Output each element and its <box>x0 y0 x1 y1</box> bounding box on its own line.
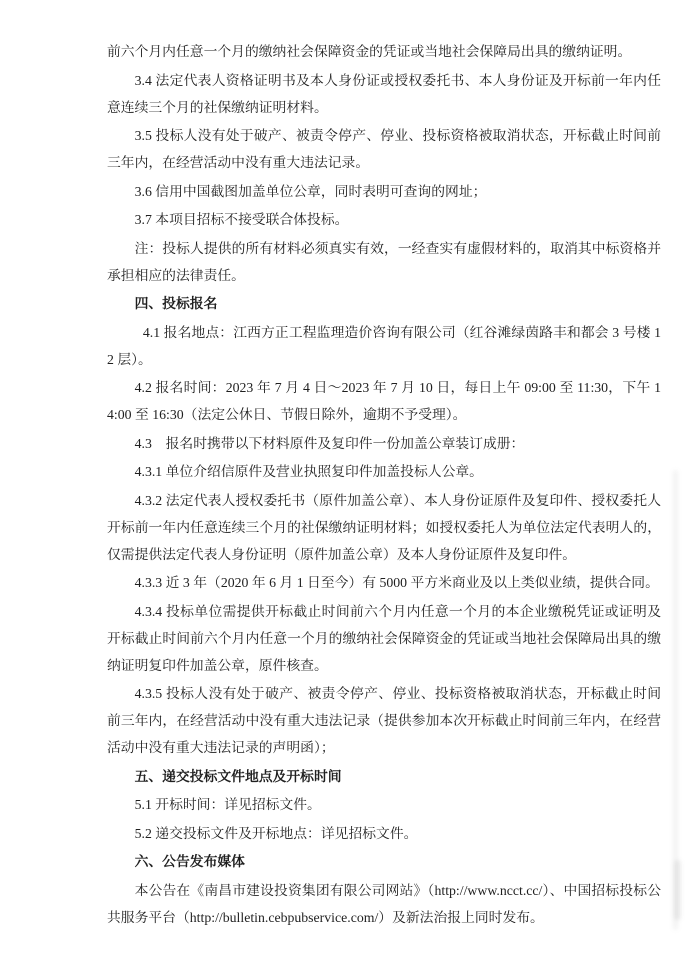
para-4-1-registration-address: 4.1 报名地点：江西方正工程监理造价咨询有限公司（红谷滩绿茵路丰和都会 3 号楼 12 层）。 <box>107 324 661 367</box>
para-5-2-submission-place: 5.2 递交投标文件及开标地点：详见招标文件。 <box>134 825 418 841</box>
para-4-3-4: 4.3.4 投标单位需提供开标截止时间前六个月内任意一个月的本企业缴税凭证或证明及开标截止时间前六个月内任意一个月的缴纳社会保障资金的凭证或当地社会保障局出具的缴纳证明复印件加盖公章，原件核查。 <box>107 603 661 673</box>
para-continuation-social-security: 前六个月内任意一个月的缴纳社会保障资金的凭证或当地社会保障局出具的缴纳证明。 <box>107 44 632 59</box>
heading-section-6-announcement-media: 六、公告发布媒体 <box>134 854 245 869</box>
heading-section-4-bid-registration: 四、投标报名 <box>134 296 218 311</box>
document-body <box>107 38 661 932</box>
para-5-1-opening-time: 5.1 开标时间：详见招标文件。 <box>134 797 321 812</box>
para-3-6: 3.6 信用中国截图加盖单位公章，同时表明可查询的网址； <box>134 183 487 199</box>
para-4-3-1: 4.3.1 单位介绍信原件及营业执照复印件加盖投标人公章。 <box>134 464 483 479</box>
para-3-7: 3.7 本项目招标不接受联合体投标。 <box>134 212 349 227</box>
para-announcement-media: 本公告在《南昌市建设投资集团有限公司网站》（http://www.ncct.cc/）、中国招标投标公共服务平台（http://bulletin.cebpubservice.com/）及新法治报上同时发布。 <box>107 882 661 925</box>
para-4-3-materials: 4.3 报名时携带以下材料原件及复印件一份加盖公章装订成册： <box>134 435 525 451</box>
para-4-2-registration-time: 4.2 报名时间：2023 年 7 月 4 日～2023 年 7 月 10 日，每日上午 09:00 至 11:30，下午 14:00 至 16:30（法定公休日、节假日除外，逾期不予受理）。 <box>107 380 661 422</box>
para-note: 注：投标人提供的所有材料必须真实有效，一经查实有虚假材料的，取消其中标资格并承担相应的法律责任。 <box>107 240 661 283</box>
para-4-3-2: 4.3.2 法定代表人授权委托书（原件加盖公章）、本人身份证原件及复印件、授权委托人开标前一年内任意连续三个月的社保缴纳证明材料；如授权委托人为单位法定代表明人的，仅需提供法定代表人身份证明（原件加盖公章）及本人身份证原件及复印件。 <box>107 492 661 562</box>
para-3-4: 3.4 法定代表人资格证明书及本人身份证或授权委托书、本人身份证及开标前一年内任意连续三个月的社保缴纳证明材料。 <box>107 72 661 115</box>
scan-edge-smudge <box>674 860 681 920</box>
para-4-3-3: 4.3.3 近 3 年（2020 年 6 月 1 日至今）有 5000 平方米商业及以上类似业绩，提供合同。 <box>134 575 659 590</box>
para-4-3-5: 4.3.5 投标人没有处于破产、被责令停产、停业、投标资格被取消状态，开标截止时间前三年内，在经营活动中没有重大违法记录（提供参加本次开标截止时间前三年内，在经营活动中没有重大违法记录的声明函）； <box>107 686 661 755</box>
heading-section-5-submission-and-opening: 五、递交投标文件地点及开标时间 <box>134 768 342 784</box>
para-3-5: 3.5 投标人没有处于破产、被责令停产、停业、投标资格被取消状态，开标截止时间前三年内，在经营活动中没有重大违法记录。 <box>107 128 661 170</box>
